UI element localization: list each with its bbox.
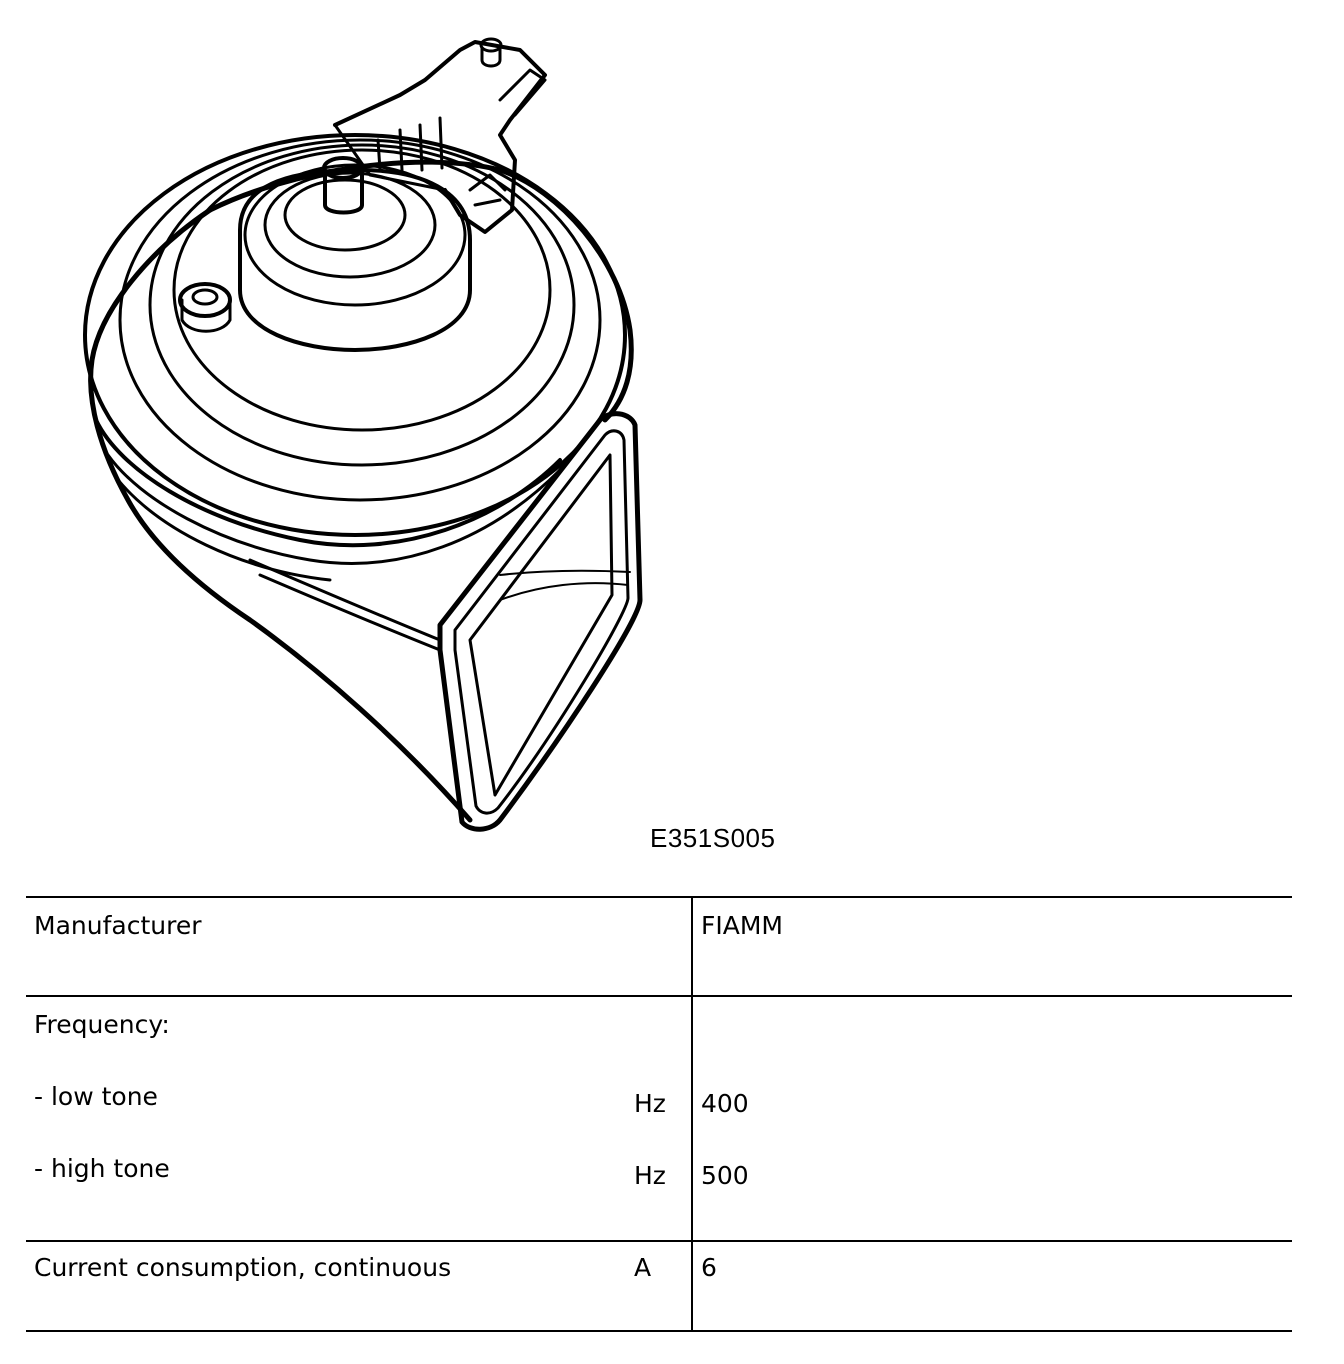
current-consumption-label: Current consumption, continuous bbox=[34, 1253, 452, 1282]
low-tone-unit: Hz bbox=[634, 1089, 666, 1118]
high-tone-value: 500 bbox=[701, 1161, 749, 1190]
spec-table bbox=[26, 896, 1292, 1332]
low-tone-label: - low tone bbox=[34, 1082, 158, 1111]
current-consumption-value: 6 bbox=[701, 1253, 717, 1282]
high-tone-label: - high tone bbox=[34, 1154, 170, 1183]
low-tone-value: 400 bbox=[701, 1089, 749, 1118]
high-tone-unit: Hz bbox=[634, 1161, 666, 1190]
figure-code: E351S005 bbox=[650, 823, 776, 853]
table-rule bbox=[26, 1240, 1292, 1242]
manufacturer-value: FIAMM bbox=[701, 911, 783, 940]
current-consumption-unit: A bbox=[634, 1253, 652, 1282]
table-rule-top bbox=[26, 896, 1292, 898]
manufacturer-label: Manufacturer bbox=[34, 911, 202, 940]
frequency-label: Frequency: bbox=[34, 1010, 170, 1039]
table-rule bbox=[26, 995, 1292, 997]
table-column-divider bbox=[691, 898, 693, 1330]
table-rule-bottom bbox=[26, 1330, 1292, 1332]
